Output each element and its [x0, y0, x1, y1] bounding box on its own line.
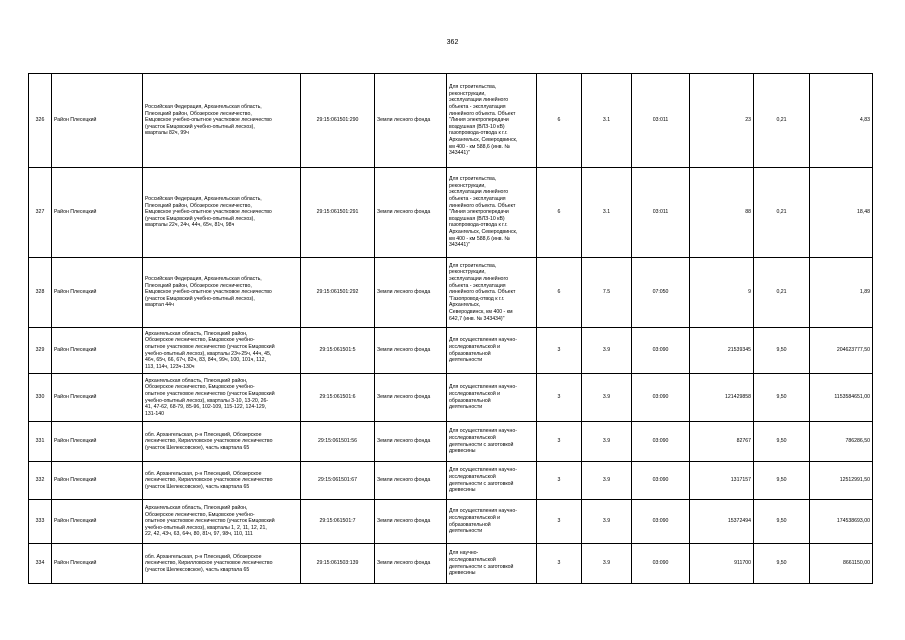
purpose-cell-line: объекта - эксплуатация: [449, 282, 506, 289]
row-number-cell: 328: [29, 258, 52, 328]
rate-cell: 9,50: [754, 544, 810, 584]
purpose-cell-line: образовательной: [449, 397, 491, 404]
location-cell-line: обл. Архангельская, р-н Плесецкий, Обозерское: [145, 431, 262, 438]
purpose-cell-line: Для научно-: [449, 550, 479, 557]
land-category-cell: Земли лесного фонда: [375, 328, 447, 374]
rate-cell: 9,50: [754, 422, 810, 462]
location-cell: [143, 328, 301, 374]
cadastral-number-cell: 29:15:061501:292: [301, 258, 375, 328]
purpose-cell-line: исследовательской и: [449, 343, 501, 350]
zone-code-cell: 3: [537, 422, 582, 462]
location-cell: [143, 500, 301, 544]
rate-group-cell: 3.9: [582, 374, 632, 422]
location-cell: [143, 374, 301, 422]
row-number-cell: 327: [29, 168, 52, 258]
location-cell: [143, 258, 301, 328]
purpose-cell-line: объекта - эксплуатация: [449, 196, 506, 203]
area-cell: 82767: [690, 422, 754, 462]
category-code-cell: 03:090: [632, 544, 690, 584]
location-cell-line: (участок Шелексовское), часть квартала 65: [145, 483, 250, 490]
table-row: [29, 462, 873, 500]
location-cell-line: Емцовское учебно-опытное участковое лесничество: [145, 289, 272, 296]
rate-group-cell: 7.5: [582, 258, 632, 328]
purpose-cell: [447, 500, 537, 544]
location-cell-line: лесничество, Кирилловское участковое лесничество: [145, 560, 273, 567]
location-cell-line: учебно-опытный лесхоз), кварталы 1, 2, 11, 12, 21,: [145, 524, 267, 531]
cadastral-value-cell: 18,48: [810, 168, 873, 258]
location-cell-line: (участок Шелексовское), часть квартала 65: [145, 444, 250, 451]
location-cell-line: лесничество, Кирилловское участковое лесничество: [145, 438, 273, 445]
district-cell: Район Плесецкий: [52, 258, 143, 328]
rate-group-cell: 3.1: [582, 74, 632, 168]
district-cell: Район Плесецкий: [52, 544, 143, 584]
area-cell: 121429858: [690, 374, 754, 422]
purpose-cell-line: воздушная (ВЛЗ-10 кВ): [449, 215, 505, 222]
cadastral-number-cell: 29:15:061503:139: [301, 544, 375, 584]
area-cell: 88: [690, 168, 754, 258]
row-number-cell: 329: [29, 328, 52, 374]
cadastral-number-cell: 29:15:061501:290: [301, 74, 375, 168]
rate-cell: 9,50: [754, 500, 810, 544]
purpose-cell-line: "Газопровод-отвод к г.г.: [449, 295, 505, 302]
purpose-cell-line: 343441)": [449, 150, 470, 157]
purpose-cell-line: исследовательской и: [449, 390, 501, 397]
location-cell-line: 131-140: [145, 410, 165, 417]
district-cell: Район Плесецкий: [52, 500, 143, 544]
category-code-cell: 07:050: [632, 258, 690, 328]
purpose-cell-line: Для осуществления научно-: [449, 384, 517, 391]
district-cell: Район Плесецкий: [52, 168, 143, 258]
row-number-cell: 330: [29, 374, 52, 422]
cadastral-number-cell: 29:15:061501:291: [301, 168, 375, 258]
location-cell: [143, 422, 301, 462]
location-cell-line: Архангельская область, Плесецкий район,: [145, 330, 248, 337]
purpose-cell-line: эксплуатации линейного: [449, 276, 509, 283]
purpose-cell: [447, 168, 537, 258]
purpose-cell-line: древесины: [449, 570, 476, 577]
purpose-cell: [447, 422, 537, 462]
purpose-cell-line: образовательной: [449, 350, 491, 357]
purpose-cell-line: объекта - эксплуатация: [449, 104, 506, 111]
purpose-cell-line: образовательной: [449, 521, 491, 528]
cadastral-number-cell: 29:15:061501:7: [301, 500, 375, 544]
purpose-cell-line: Для осуществления научно-: [449, 508, 517, 515]
location-cell-line: 41, 47-62, 68-79, 85-96, 102-109, 115-122, 124-129,: [145, 404, 267, 411]
purpose-cell-line: 343441)": [449, 242, 470, 249]
district-cell: Район Плесецкий: [52, 422, 143, 462]
purpose-cell: [447, 544, 537, 584]
land-category-cell: Земли лесного фонда: [375, 168, 447, 258]
purpose-cell-line: линейного объекта. Объект: [449, 202, 516, 209]
category-code-cell: 03:090: [632, 500, 690, 544]
location-cell-line: обл. Архангельская, р-н Плесецкий, Обозерское: [145, 470, 262, 477]
category-code-cell: 03:090: [632, 462, 690, 500]
land-plots-table: [28, 73, 873, 584]
purpose-cell-line: деятельности: [449, 404, 483, 411]
purpose-cell-line: деятельности с заготовкой: [449, 563, 514, 570]
cadastral-value-cell: 1,89: [810, 258, 873, 328]
location-cell-line: лесничество, Кирилловское участковое лесничество: [145, 477, 273, 484]
location-cell-line: кварталы 22ч, 24ч, 44ч, 65ч, 81ч, 98ч: [145, 222, 235, 229]
table-row: [29, 422, 873, 462]
table-row: [29, 168, 873, 258]
row-number-cell: 326: [29, 74, 52, 168]
purpose-cell-line: Для строительства,: [449, 262, 497, 269]
location-cell: [143, 74, 301, 168]
purpose-cell-line: Для осуществления научно-: [449, 428, 517, 435]
table-row: [29, 258, 873, 328]
table-row: [29, 374, 873, 422]
location-cell: [143, 168, 301, 258]
location-cell-line: (участок Шелексовское), часть квартала 65: [145, 566, 250, 573]
location-cell-line: Плесецкий район, Обозерское лесничество,: [145, 202, 252, 209]
rate-group-cell: 3.1: [582, 168, 632, 258]
cadastral-value-cell: 1153584651,00: [810, 374, 873, 422]
table-row: [29, 544, 873, 584]
district-cell: Район Плесецкий: [52, 462, 143, 500]
location-cell-line: квартал 44ч: [145, 302, 174, 309]
cadastral-number-cell: 29:15:061501:6: [301, 374, 375, 422]
purpose-cell-line: реконструкции,: [449, 269, 486, 276]
category-code-cell: 03:011: [632, 74, 690, 168]
table-body: [29, 74, 873, 584]
purpose-cell-line: "Линия электропередачи: [449, 209, 509, 216]
purpose-cell-line: "Линия электропередачи: [449, 117, 509, 124]
location-cell-line: Архангельская область, Плесецкий район,: [145, 505, 248, 512]
zone-code-cell: 3: [537, 328, 582, 374]
zone-code-cell: 3: [537, 462, 582, 500]
rate-cell: 0,21: [754, 74, 810, 168]
purpose-cell-line: Для осуществления научно-: [449, 467, 517, 474]
area-cell: 9: [690, 258, 754, 328]
location-cell: [143, 462, 301, 500]
purpose-cell-line: Для строительства,: [449, 176, 497, 183]
purpose-cell-line: воздушная (ВЛЗ-10 кВ): [449, 123, 505, 130]
purpose-cell-line: исследовательской и: [449, 514, 501, 521]
purpose-cell-line: Архангельск,: [449, 302, 481, 309]
location-cell-line: Обозерское лесничество, Емцовское учебно-: [145, 337, 255, 344]
purpose-cell-line: эксплуатации линейного: [449, 97, 509, 104]
land-category-cell: Земли лесного фонда: [375, 374, 447, 422]
land-category-cell: Земли лесного фонда: [375, 500, 447, 544]
district-cell: Район Плесецкий: [52, 328, 143, 374]
row-number-cell: 334: [29, 544, 52, 584]
purpose-cell-line: реконструкции,: [449, 90, 486, 97]
rate-group-cell: 3.9: [582, 422, 632, 462]
zone-code-cell: 6: [537, 258, 582, 328]
cadastral-number-cell: 29:15:061501:67: [301, 462, 375, 500]
location-cell-line: Российская Федерация, Архангельская область,: [145, 276, 262, 283]
rate-cell: 9,50: [754, 328, 810, 374]
purpose-cell-line: Северодвинск, км 400 - км: [449, 308, 513, 315]
rate-group-cell: 3.9: [582, 544, 632, 584]
area-cell: 15372494: [690, 500, 754, 544]
purpose-cell-line: км 400 - км 588,6 (инв. №: [449, 235, 510, 242]
rate-group-cell: 3.9: [582, 500, 632, 544]
page-number: 362: [446, 39, 459, 46]
purpose-cell-line: исследовательской: [449, 434, 496, 441]
location-cell-line: Российская Федерация, Архангельская область,: [145, 104, 262, 111]
purpose-cell-line: Архангельск, Северодвинск,: [449, 228, 518, 235]
location-cell-line: обл. Архангельская, р-н Плесецкий, Обозерское: [145, 553, 262, 560]
location-cell-line: кварталы 82ч, 99ч: [145, 130, 189, 137]
table-row: [29, 500, 873, 544]
purpose-cell-line: 642,7 (инв. № 343434)": [449, 315, 505, 322]
category-code-cell: 03:011: [632, 168, 690, 258]
purpose-cell-line: газопровода-отвода к г.г.: [449, 222, 508, 229]
area-cell: 23: [690, 74, 754, 168]
purpose-cell-line: деятельности с заготовкой: [449, 480, 514, 487]
area-cell: 1317157: [690, 462, 754, 500]
row-number-cell: 332: [29, 462, 52, 500]
purpose-cell-line: Для строительства,: [449, 84, 497, 91]
location-cell-line: Плесецкий район, Обозерское лесничество,: [145, 282, 252, 289]
purpose-cell: [447, 462, 537, 500]
rate-group-cell: 3.9: [582, 462, 632, 500]
location-cell-line: опытное участковое лесничество (участок Емцовский: [145, 518, 275, 525]
cadastral-value-cell: 174538693,00: [810, 500, 873, 544]
purpose-cell-line: деятельности: [449, 357, 483, 364]
purpose-cell-line: газопровода-отвода к г.г.: [449, 130, 508, 137]
row-number-cell: 333: [29, 500, 52, 544]
purpose-cell-line: реконструкции,: [449, 182, 486, 189]
area-cell: 911700: [690, 544, 754, 584]
land-category-cell: Земли лесного фонда: [375, 544, 447, 584]
purpose-cell: [447, 74, 537, 168]
purpose-cell-line: эксплуатации линейного: [449, 189, 509, 196]
location-cell-line: 113, 114ч, 123ч-130ч: [145, 363, 195, 370]
location-cell-line: Обозерское лесничество, Емцовское учебно-: [145, 511, 255, 518]
district-cell: Район Плесецкий: [52, 74, 143, 168]
zone-code-cell: 3: [537, 500, 582, 544]
purpose-cell-line: Архангельск, Северодвинск,: [449, 136, 518, 143]
purpose-cell: [447, 374, 537, 422]
rate-cell: 0,21: [754, 168, 810, 258]
location-cell-line: опытное участковое лесничество (участок Емцовский: [145, 343, 275, 350]
category-code-cell: 03:090: [632, 422, 690, 462]
location-cell-line: Емцовское учебно-опытное участковое лесничество: [145, 117, 272, 124]
cadastral-value-cell: 8661150,00: [810, 544, 873, 584]
category-code-cell: 03:090: [632, 374, 690, 422]
cadastral-number-cell: 29:15:061501:56: [301, 422, 375, 462]
area-cell: 21539345: [690, 328, 754, 374]
table-row: [29, 328, 873, 374]
purpose-cell-line: древесины: [449, 487, 476, 494]
location-cell-line: Плесецкий район, Обозерское лесничество,: [145, 110, 252, 117]
row-number-cell: 331: [29, 422, 52, 462]
location-cell-line: учебно-опытный лесхоз), кварталы 23ч-25ч, 44ч, 45,: [145, 350, 272, 357]
rate-cell: 9,50: [754, 374, 810, 422]
purpose-cell: [447, 328, 537, 374]
land-category-cell: Земли лесного фонда: [375, 422, 447, 462]
zone-code-cell: 6: [537, 74, 582, 168]
purpose-cell-line: исследовательской: [449, 556, 496, 563]
purpose-cell-line: древесины: [449, 448, 476, 455]
zone-code-cell: 6: [537, 168, 582, 258]
location-cell-line: Архангельская область, Плесецкий район,: [145, 377, 248, 384]
cadastral-value-cell: 786286,50: [810, 422, 873, 462]
location-cell-line: Российская Федерация, Архангельская область,: [145, 196, 262, 203]
purpose-cell-line: линейного объекта. Объект: [449, 289, 516, 296]
purpose-cell-line: исследовательской: [449, 473, 496, 480]
location-cell-line: Емцовское учебно-опытное участковое лесничество: [145, 209, 272, 216]
purpose-cell-line: деятельности с заготовкой: [449, 441, 514, 448]
purpose-cell-line: Для осуществления научно-: [449, 337, 517, 344]
location-cell: [143, 544, 301, 584]
cadastral-value-cell: 204623777,50: [810, 328, 873, 374]
land-category-cell: Земли лесного фонда: [375, 462, 447, 500]
cadastral-value-cell: 12512991,50: [810, 462, 873, 500]
rate-cell: 0,21: [754, 258, 810, 328]
land-category-cell: Земли лесного фонда: [375, 74, 447, 168]
purpose-cell: [447, 258, 537, 328]
zone-code-cell: 3: [537, 544, 582, 584]
cadastral-value-cell: 4,83: [810, 74, 873, 168]
category-code-cell: 03:090: [632, 328, 690, 374]
location-cell-line: опытное участковое лесничество (участок Емцовский: [145, 390, 275, 397]
rate-group-cell: 3.9: [582, 328, 632, 374]
land-category-cell: Земли лесного фонда: [375, 258, 447, 328]
location-cell-line: Обозерское лесничество, Емцовское учебно-: [145, 384, 255, 391]
purpose-cell-line: деятельности: [449, 528, 483, 535]
location-cell-line: учебно-опытный лесхоз), кварталы 3-10, 13-20, 26-: [145, 397, 269, 404]
location-cell-line: 22, 42, 43ч, 63, 64ч, 80, 81ч, 97, 98ч, 110, 111: [145, 531, 253, 538]
purpose-cell-line: линейного объекта. Объект: [449, 110, 516, 117]
rate-cell: 9,50: [754, 462, 810, 500]
district-cell: Район Плесецкий: [52, 374, 143, 422]
location-cell-line: (участок Емцовский учебно-опытный лесхоз),: [145, 123, 255, 130]
zone-code-cell: 3: [537, 374, 582, 422]
cadastral-number-cell: 29:15:061501:5: [301, 328, 375, 374]
purpose-cell-line: км 400 - км 588,6 (инв. №: [449, 143, 510, 150]
location-cell-line: (участок Емцовский учебно-опытный лесхоз),: [145, 215, 255, 222]
table-row: [29, 74, 873, 168]
location-cell-line: 46ч, 65ч, 66, 67ч, 82ч, 83, 84ч, 99ч, 100, 101ч, 112,: [145, 357, 266, 364]
location-cell-line: (участок Емцовский учебно-опытный лесхоз),: [145, 295, 255, 302]
